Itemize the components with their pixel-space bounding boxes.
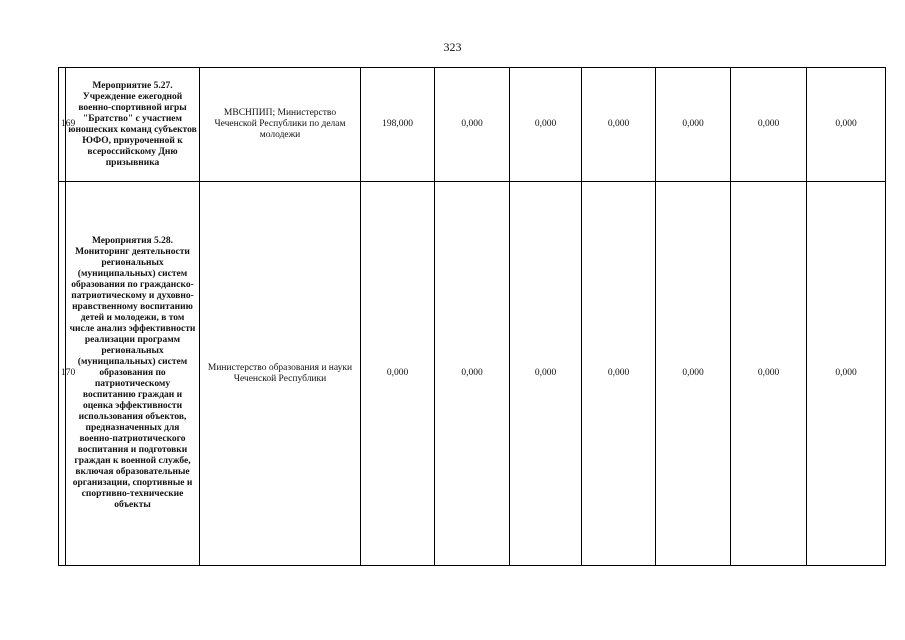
- value-cell: 0,000: [582, 68, 656, 182]
- value-cell: 0,000: [731, 182, 807, 566]
- value-cell: 0,000: [361, 182, 435, 566]
- page-number: 323: [443, 40, 462, 54]
- value-cell: 0,000: [656, 68, 731, 182]
- row-number: 170: [59, 182, 66, 566]
- executor-cell: Министерство образования и науки Чеченской Республики: [200, 182, 361, 566]
- activity-title: Мероприятие 5.27. Учреждение ежегодной военно-спортивной игры "Братство" с участием юношеских команд субъектов ЮФО, приуроченной к всероссийскому Дню призывника: [66, 68, 200, 182]
- table-row: [59, 68, 886, 182]
- value-cell: 0,000: [807, 68, 886, 182]
- value-cell: 0,000: [656, 182, 731, 566]
- row-number: 169: [59, 68, 66, 182]
- value-cell: 0,000: [510, 182, 582, 566]
- value-cell: 0,000: [510, 68, 582, 182]
- executor-cell: МВСНПИП; Министерство Чеченской Республики по делам молодежи: [200, 68, 361, 182]
- table-row: [59, 182, 886, 566]
- activity-title: Мероприятия 5.28. Мониторинг деятельности региональных (муниципальных) систем образования по гражданско-патриотическому и духовно-нравственному воспитанию детей и молодежи, в том числе анализ эффективности реализации программ региональных (муниципальных) систем образования по патриотическому воспитанию граждан и оценка эффективности использования объектов, предназначенных для военно-патриотического воспитания и подготовки граждан к военной службе, включая образовательные организации, спортивные и спортивно-технические объекты: [66, 182, 200, 566]
- value-cell: 0,000: [731, 68, 807, 182]
- value-cell: 0,000: [435, 182, 510, 566]
- program-table: [58, 67, 886, 566]
- value-cell: 0,000: [582, 182, 656, 566]
- value-cell: 0,000: [435, 68, 510, 182]
- value-cell: 198,000: [361, 68, 435, 182]
- value-cell: 0,000: [807, 182, 886, 566]
